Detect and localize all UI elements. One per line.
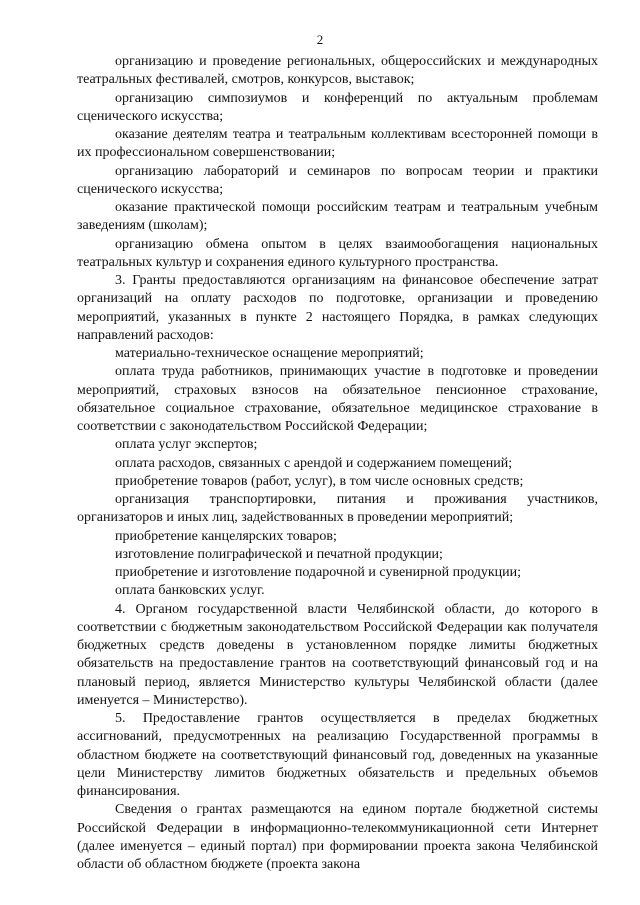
paragraph: организацию лабораторий и семинаров по вопросам теории и практики сценического искусства; (77, 163, 598, 197)
paragraph: оказание деятелям театра и театральным коллективам всесторонней помощи в их профессиональном совершенствовании; (77, 127, 598, 161)
paragraph: приобретение и изготовление подарочной и сувенирной продукции; (115, 565, 522, 580)
paragraph: организацию симпозиумов и конференций по актуальным проблемам сценического искусства; (77, 90, 598, 124)
paragraph: оплата банковских услуг. (115, 583, 265, 599)
page-number: 2 (316, 32, 324, 47)
paragraph: 3. Гранты предоставляются организациям на финансовое обеспечение затрат организаций на оплату расходов по подготовке, организации и проведению мероприятий, указанных в пункте 2 настоящего Порядка, в рамках следующих направлений расходов: (77, 273, 598, 343)
paragraph: оказание практической помощи российским театрам и театральным учебным заведениям (школам); (77, 200, 598, 234)
paragraph: 4. Органом государственной власти Челябинской области, до которого в соответствии с бюджетным законодательством Российской Федерации как получателя бюджетных средств доведены в установленном порядке лимиты бюджетных обязательств на предоставление грантов на соответствующий финансовый год и на плановый период, является Министерство культуры Челябинской области (далее именуется – Министерство). (77, 601, 598, 708)
paragraph: организация транспортировки, питания и проживания участников, организаторов и иных лиц, задействованных в проведении мероприятий; (77, 492, 598, 526)
paragraph: организацию и проведение региональных, общероссийских и международных театральных фестивалей, смотров, конкурсов, выставок; (77, 54, 598, 88)
paragraph: Сведения о грантах размещаются на едином портале бюджетной системы Российской Федерации в информационно-телекоммуникационной сети Интернет (далее именуется – единый портал) при формировании проекта закона Челябинской области об областном бюджете (проекта закона (77, 802, 598, 872)
paragraph: приобретение товаров (работ, услуг), в том числе основных средств; (115, 473, 524, 489)
paragraph: 5. Предоставление грантов осуществляется в пределах бюджетных ассигнований, предусмотренных на реализацию Государственной программы в областном бюджете на соответствующий финансовый год, доведенных на указанные цели Министерству лимитов бюджетных обязательств и предельных объемов финансирования. (77, 711, 598, 799)
paragraph: материально-техническое оснащение мероприятий; (115, 346, 424, 361)
paragraph: организацию обмена опытом в целях взаимообогащения национальных театральных культур и сохранения единого культурного пространства. (77, 236, 598, 270)
paragraph: оплата услуг экспертов; (115, 437, 258, 453)
paragraph: оплата расходов, связанных с арендой и содержанием помещений; (115, 455, 513, 471)
document-body (77, 53, 598, 874)
paragraph: изготовление полиграфической и печатной продукции; (115, 546, 443, 562)
paragraph: оплата труда работников, принимающих участие в подготовке и проведении мероприятий, страховых взносов на обязательное пенсионное страхование, обязательное социальное страхование, обязательное медицинское страхование в соответствии с законодательством Российской Федерации; (77, 364, 598, 434)
paragraph: приобретение канцелярских товаров; (115, 528, 337, 544)
